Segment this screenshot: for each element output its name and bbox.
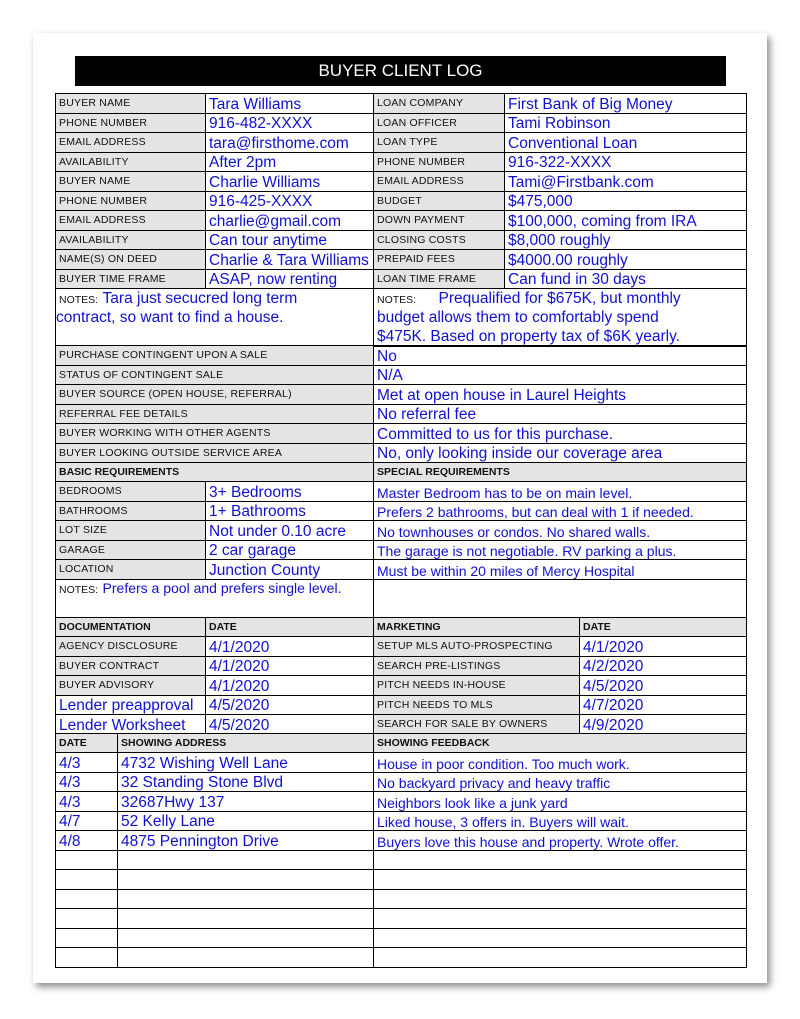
requirements-notes-row (56, 579, 747, 598)
marketing-date: 4/9/2020 (583, 716, 644, 734)
notes-table (55, 288, 747, 347)
field-label: PHONE NUMBER (59, 116, 148, 129)
documentation-row (56, 637, 747, 657)
showing-feedback: House in poor condition. Too much work. (377, 755, 630, 772)
field-label: LOAN TIME FRAME (377, 272, 477, 285)
info-row (56, 230, 747, 250)
detail-value: No (377, 347, 397, 365)
documentation-row (56, 715, 747, 735)
showing-date: 4/3 (59, 754, 81, 772)
detail-value: No referral fee (377, 406, 477, 423)
details-table (55, 345, 747, 463)
detail-row (56, 365, 747, 385)
showing-address: 32687Hwy 137 (121, 793, 225, 811)
showing-date: 4/8 (59, 832, 81, 850)
requirement-label: LOT SIZE (59, 524, 108, 537)
field-label: AVAILABILITY (59, 233, 129, 246)
showings-header-row (56, 734, 747, 753)
requirement-label: BATHROOMS (59, 504, 128, 517)
field-label: LOAN OFFICER (377, 116, 457, 129)
notes-right-line1: Prequalified for $675K, but monthly (438, 290, 681, 307)
detail-row (56, 404, 747, 424)
documentation-row (56, 676, 747, 696)
requirement-label: LOCATION (59, 563, 114, 576)
marketing-date: 4/1/2020 (583, 638, 644, 656)
showing-feedback: Buyers love this house and property. Wrote offer. (377, 833, 679, 850)
requirement-value: 3+ Bedrooms (209, 483, 302, 501)
requirement-row (56, 560, 747, 580)
marketing-task: SEARCH FOR SALE BY OWNERS (377, 718, 548, 731)
marketing-date-header: DATE (583, 621, 611, 633)
requirement-label: BEDROOMS (59, 485, 122, 498)
info-row (56, 152, 747, 172)
field-label: CLOSING COSTS (377, 233, 466, 246)
field-value: 916-322-XXXX (508, 154, 612, 171)
empty-showing-row (56, 850, 747, 870)
info-row (56, 172, 747, 192)
field-value: 916-425-XXXX (209, 193, 313, 210)
field-label: PHONE NUMBER (377, 155, 466, 168)
detail-value: Met at open house in Laurel Heights (377, 386, 627, 404)
marketing-task: SEARCH PRE-LISTINGS (377, 659, 501, 672)
marketing-date: 4/5/2020 (583, 677, 644, 695)
detail-value: No, only looking inside our coverage area (377, 445, 663, 462)
showing-row (56, 792, 747, 812)
field-label: BUDGET (377, 194, 422, 207)
showing-row (56, 811, 747, 831)
field-value: After 2pm (209, 154, 277, 171)
marketing-header: MARKETING (377, 621, 441, 633)
field-value: Can tour anytime (209, 232, 328, 249)
empty-showing-row (56, 870, 747, 890)
field-label: NAME(S) ON DEED (59, 253, 158, 266)
notes-left-line2: contract, so want to find a house. (56, 309, 284, 326)
field-value: Can fund in 30 days (508, 271, 646, 288)
showing-address: 32 Standing Stone Blvd (121, 774, 284, 791)
document-name: Lender preapproval (59, 697, 194, 714)
field-value: $4000.00 roughly (508, 251, 628, 269)
field-label: BUYER NAME (59, 175, 131, 188)
documentation-row (56, 656, 747, 676)
requirement-value: 2 car garage (209, 542, 297, 559)
field-label: PREPAID FEES (377, 253, 456, 266)
document-name: BUYER ADVISORY (59, 679, 155, 692)
detail-value: N/A (377, 367, 403, 384)
field-value: Charlie & Tara Williams (209, 251, 369, 269)
field-label: DOWN PAYMENT (377, 214, 465, 227)
notes-label: NOTES: (59, 584, 99, 596)
empty-showing-row (56, 889, 747, 909)
field-label: BUYER NAME (59, 97, 131, 110)
requirement-row (56, 482, 747, 502)
showing-date: 4/7 (59, 813, 81, 830)
detail-row (56, 424, 747, 444)
field-label: EMAIL ADDRESS (377, 175, 464, 188)
field-label: AVAILABILITY (59, 155, 129, 168)
document-date: 4/5/2020 (209, 697, 270, 714)
special-requirement: Prefers 2 bathrooms, but can deal with 1 if needed. (377, 504, 694, 520)
detail-label: BUYER WORKING WITH OTHER AGENTS (59, 427, 271, 440)
document-name: AGENCY DISCLOSURE (59, 640, 178, 653)
special-requirement: The garage is not negotiable. RV parking a plus. (377, 543, 677, 559)
detail-row (56, 443, 747, 463)
requirement-label: GARAGE (59, 543, 106, 556)
detail-label: BUYER LOOKING OUTSIDE SERVICE AREA (59, 446, 283, 459)
document-name: BUYER CONTRACT (59, 659, 160, 672)
field-value: $100,000, coming from IRA (508, 212, 697, 230)
field-label: LOAN COMPANY (377, 97, 464, 110)
detail-row (56, 385, 747, 405)
requirements-header-row (56, 463, 747, 482)
info-row (56, 269, 747, 289)
field-value: 916-482-XXXX (209, 115, 313, 132)
info-row (56, 211, 747, 231)
showing-row (56, 753, 747, 773)
showing-row (56, 772, 747, 792)
info-row (56, 94, 747, 114)
document-name: Lender Worksheet (59, 716, 186, 734)
field-label: EMAIL ADDRESS (59, 214, 146, 227)
info-row (56, 191, 747, 211)
showing-address: 4732 Wishing Well Lane (121, 754, 288, 772)
special-requirements-header: SPECIAL REQUIREMENTS (377, 466, 510, 478)
requirement-row (56, 521, 747, 541)
special-requirement: No townhouses or condos. No shared walls. (377, 523, 651, 540)
requirements-notes-value: Prefers a pool and prefers single level. (102, 580, 342, 596)
document-date: 4/1/2020 (209, 677, 270, 695)
detail-label: BUYER SOURCE (OPEN HOUSE, REFERRAL) (59, 388, 292, 401)
requirement-value: Junction County (209, 561, 321, 579)
requirements-table (55, 462, 747, 618)
showing-feedback: No backyard privacy and heavy traffic (377, 775, 611, 791)
showing-date-header: DATE (59, 737, 87, 749)
showing-row (56, 831, 747, 851)
marketing-task: PITCH NEEDS TO MLS (377, 698, 493, 711)
notes-label: NOTES: (59, 294, 99, 306)
field-value: Charlie Williams (209, 173, 321, 191)
documentation-marketing-table (55, 617, 747, 735)
showing-address: 52 Kelly Lane (121, 813, 215, 830)
field-label: LOAN TYPE (377, 136, 438, 149)
field-value: Tara Williams (209, 95, 302, 113)
field-label: EMAIL ADDRESS (59, 136, 146, 149)
info-row (56, 133, 747, 153)
showing-feedback: Neighbors look like a junk yard (377, 794, 568, 811)
documentation-header: DOCUMENTATION (59, 621, 151, 633)
field-value: Conventional Loan (508, 134, 638, 152)
field-value: charlie@gmail.com (209, 212, 342, 230)
showing-feedback: Liked house, 3 offers in. Buyers will wait. (377, 814, 629, 830)
detail-label: PURCHASE CONTINGENT UPON A SALE (59, 349, 268, 362)
buyer-loan-table (55, 93, 747, 289)
field-value: Tami Robinson (508, 115, 611, 132)
special-requirement: Must be within 20 miles of Mercy Hospital (377, 562, 635, 579)
marketing-task: SETUP MLS AUTO-PROSPECTING (377, 640, 553, 653)
marketing-date: 4/2/2020 (583, 658, 644, 675)
empty-showing-row (56, 909, 747, 929)
marketing-date: 4/7/2020 (583, 697, 644, 714)
field-label: PHONE NUMBER (59, 194, 148, 207)
notes-left-line1: Tara just secucred long term (102, 290, 298, 307)
notes-right-label: NOTES: (377, 294, 417, 306)
showing-feedback-header: SHOWING FEEDBACK (377, 737, 490, 749)
detail-row (56, 346, 747, 366)
showing-date: 4/3 (59, 774, 81, 791)
detail-label: STATUS OF CONTINGENT SALE (59, 368, 224, 381)
documentation-row (56, 695, 747, 715)
notes-right-line3: $475K. Based on property tax of $6K yearly. (377, 327, 681, 345)
info-row (56, 113, 747, 133)
notes-right-line2: budget allows them to comfortably spend (377, 309, 659, 326)
requirement-row (56, 501, 747, 521)
empty-showing-row (56, 928, 747, 948)
showings-table (55, 733, 747, 968)
document-date: 4/5/2020 (209, 716, 270, 734)
showing-date: 4/3 (59, 793, 81, 811)
requirement-row (56, 540, 747, 560)
requirement-value: Not under 0.10 acre (209, 522, 347, 540)
date-header: DATE (209, 621, 237, 633)
documentation-header-row (56, 618, 747, 637)
page-title: BUYER CLIENT LOG (75, 56, 726, 86)
field-value: $8,000 roughly (508, 232, 611, 249)
field-value: Tami@Firstbank.com (508, 173, 654, 191)
empty-showing-row (56, 948, 747, 968)
info-row (56, 250, 747, 270)
field-value: tara@firsthome.com (209, 134, 349, 152)
field-value: First Bank of Big Money (508, 95, 673, 113)
requirement-value: 1+ Bathrooms (209, 503, 306, 520)
field-value: ASAP, now renting (209, 271, 338, 288)
marketing-task: PITCH NEEDS IN-HOUSE (377, 679, 506, 692)
document-date: 4/1/2020 (209, 658, 270, 675)
document-date: 4/1/2020 (209, 638, 270, 656)
special-requirement: Master Bedroom has to be on main level. (377, 484, 633, 501)
basic-requirements-header: BASIC REQUIREMENTS (59, 466, 180, 478)
showing-address: 4875 Pennington Drive (121, 832, 279, 850)
showing-address-header: SHOWING ADDRESS (121, 737, 227, 749)
detail-value: Committed to us for this purchase. (377, 425, 614, 443)
field-label: BUYER TIME FRAME (59, 272, 166, 285)
detail-label: REFERRAL FEE DETAILS (59, 407, 188, 420)
field-value: $475,000 (508, 193, 573, 210)
